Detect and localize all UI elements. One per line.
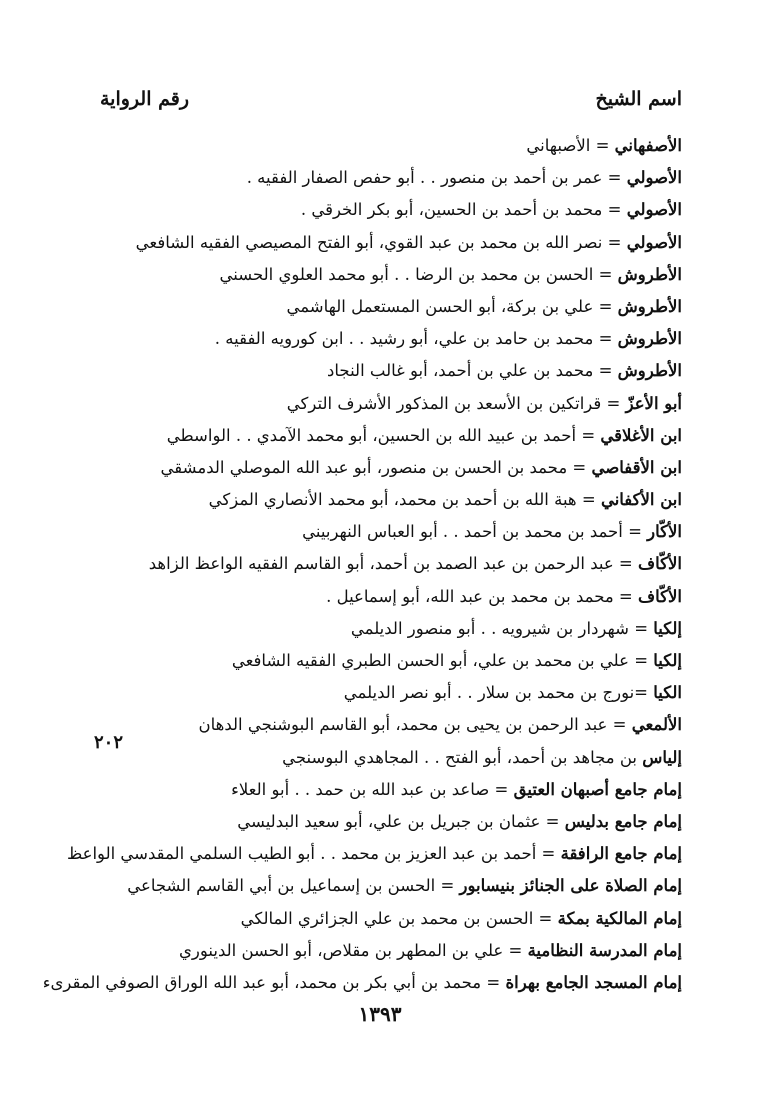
entry-detail: = هبة الله بن أحمد بن محمد، أبو محمد الأنصاري المزكي	[208, 490, 601, 510]
list-item	[100, 903, 682, 935]
list-item	[100, 162, 682, 194]
entry-detail: = الحسن بن محمد بن الرضا . . أبو محمد العلوي الحسني	[219, 264, 618, 284]
entry-name: الكيا	[653, 683, 682, 703]
entry-name: الأطروش	[617, 264, 682, 284]
entry-detail: = الحسن بن محمد بن علي الجزائري المالكي	[240, 908, 558, 928]
list-item	[42, 967, 682, 999]
entry-detail: بن مجاهد بن أحمد، أبو الفتح . . المجاهدي البوسنجي	[282, 747, 643, 767]
entry-name: الأطروش	[617, 361, 682, 381]
list-item	[100, 323, 682, 355]
entry-detail: = علي بن المطهر بن مقلاص، أبو الحسن الدينوري	[178, 940, 528, 960]
entry-detail: = محمد بن أحمد بن الحسين، أبو بكر الخرقي .	[300, 200, 627, 220]
entry-detail: = علي بن بركة، أبو الحسن المستعمل الهاشمي	[286, 296, 618, 316]
list-item	[100, 806, 682, 838]
list-item	[100, 259, 682, 291]
entry-name: الأكّاف	[638, 554, 682, 574]
entry-detail: = أحمد بن عبيد الله بن الحسين، أبو محمد الآمدي . . الواسطي	[166, 425, 601, 445]
entry-name: الأصولي	[626, 168, 682, 188]
entry-detail: = علي بن محمد بن علي، أبو الحسن الطبري الفقيه الشافعي	[231, 651, 654, 670]
list-item	[100, 613, 682, 645]
entry-detail: = صاعد بن عبد الله بن حمد . . أبو العلاء	[231, 779, 514, 799]
entry-detail: = الأصبهاني	[526, 136, 615, 155]
entry-name: الأطروش	[617, 329, 682, 349]
entry-detail: =نورج بن محمد بن سلار . . أبو نصر الديلمي	[343, 683, 654, 703]
list-item	[100, 709, 682, 741]
entry-name: إمام جامع الرافقة	[560, 844, 682, 864]
list-item	[100, 935, 682, 967]
entry-list	[42, 130, 682, 999]
list-item	[100, 645, 682, 677]
entry-name: الأصولي	[626, 232, 682, 252]
entry-name: الأكّاف	[638, 586, 682, 606]
entry-name: إمام المالكية بمكة	[557, 908, 682, 928]
entry-name: إمام المسجد الجامع بهراة	[505, 972, 682, 992]
entry-detail: = عمر بن أحمد بن منصور . . أبو حفص الصفار الفقيه .	[246, 168, 627, 188]
list-item	[100, 742, 682, 774]
list-item	[100, 227, 682, 259]
entry-name: إلكيا	[653, 618, 682, 638]
column-header-narration-number: رقم الرواية	[100, 88, 189, 110]
entry-name: إمام الصلاة على الجنائز بنيسابور	[459, 876, 682, 896]
list-item	[100, 516, 682, 548]
entry-detail: = عبد الرحمن بن عبد الصمد بن أحمد، أبو القاسم الفقيه الواعظ الزاهد	[148, 554, 639, 574]
entry-name: إمام جامع أصبهان العتيق	[513, 779, 682, 799]
entry-detail: = الحسن بن إسماعيل بن أبي القاسم الشجاعي	[127, 876, 460, 896]
list-item	[66, 838, 682, 870]
entry-detail: = محمد بن علي بن أحمد، أبو غالب النجاد	[327, 361, 618, 381]
entry-detail: = محمد بن محمد بن عبد الله، أبو إسماعيل .	[326, 586, 639, 606]
list-item	[100, 870, 682, 902]
list-item	[100, 194, 682, 226]
entry-detail: = عثمان بن جبريل بن علي، أبو سعيد البدليسي	[237, 811, 565, 831]
entry-detail: = شهردار بن شيرويه . . أبو منصور الديلمي	[350, 618, 654, 638]
list-item	[100, 420, 682, 452]
list-item	[100, 452, 682, 484]
page-number: ١٣٩٣	[358, 1002, 402, 1026]
list-item	[100, 548, 682, 580]
entry-name: إمام جامع بدليس	[564, 811, 682, 831]
entry-name: ابن الأكفاني	[600, 490, 682, 510]
entry-name: أبو الأعزّ	[625, 393, 682, 413]
entry-detail: = محمد بن الحسن بن منصور، أبو عبد الله الموصلي الدمشقي	[160, 457, 592, 477]
entry-detail: = محمد بن حامد بن علي، أبو رشيد . . ابن كورويه الفقيه .	[214, 329, 618, 349]
page-header	[100, 88, 682, 118]
entry-detail: = أحمد بن محمد بن أحمد . . أبو العباس النهربيني	[302, 522, 648, 542]
entry-name: ابن الأقفاصي	[591, 457, 682, 477]
list-item	[100, 130, 682, 162]
list-item	[100, 291, 682, 323]
entry-name: الأصولي	[626, 200, 682, 220]
list-item	[100, 355, 682, 387]
narration-number: ٢٠٢	[94, 732, 124, 753]
entry-detail: = عبد الرحمن بن يحيى بن محمد، أبو القاسم البوشنجي الدهان	[198, 715, 632, 735]
list-item	[100, 388, 682, 420]
entry-name: إمام المدرسة النظامية	[527, 940, 682, 960]
entry-name: الأكّار	[647, 522, 682, 542]
entry-name: ابن الأغلاقي	[600, 425, 682, 445]
column-header-shaykh-name: اسم الشيخ	[595, 88, 682, 110]
entry-name: الأصفهاني	[614, 136, 682, 155]
list-item	[100, 677, 682, 709]
entry-detail: = نصر الله بن محمد بن عبد القوي، أبو الفتح المصيصي الفقيه الشافعي	[135, 232, 627, 252]
entry-name: إلياس	[642, 747, 682, 767]
entry-name: إلكيا	[653, 651, 682, 670]
list-item	[100, 774, 682, 806]
entry-detail: = أحمد بن عبد العزيز بن محمد . . أبو الطيب السلمي المقدسي الواعظ	[66, 844, 561, 864]
list-item	[100, 581, 682, 613]
entry-name: الأطروش	[617, 296, 682, 316]
entry-name: الألمعي	[631, 715, 682, 735]
entry-detail: = محمد بن أبي بكر بن محمد، أبو عبد الله الوراق الصوفي المقرىء	[42, 972, 506, 992]
entry-detail: = قراتكين بن الأسعد بن المذكور الأشرف التركي	[286, 393, 626, 413]
list-item	[100, 484, 682, 516]
